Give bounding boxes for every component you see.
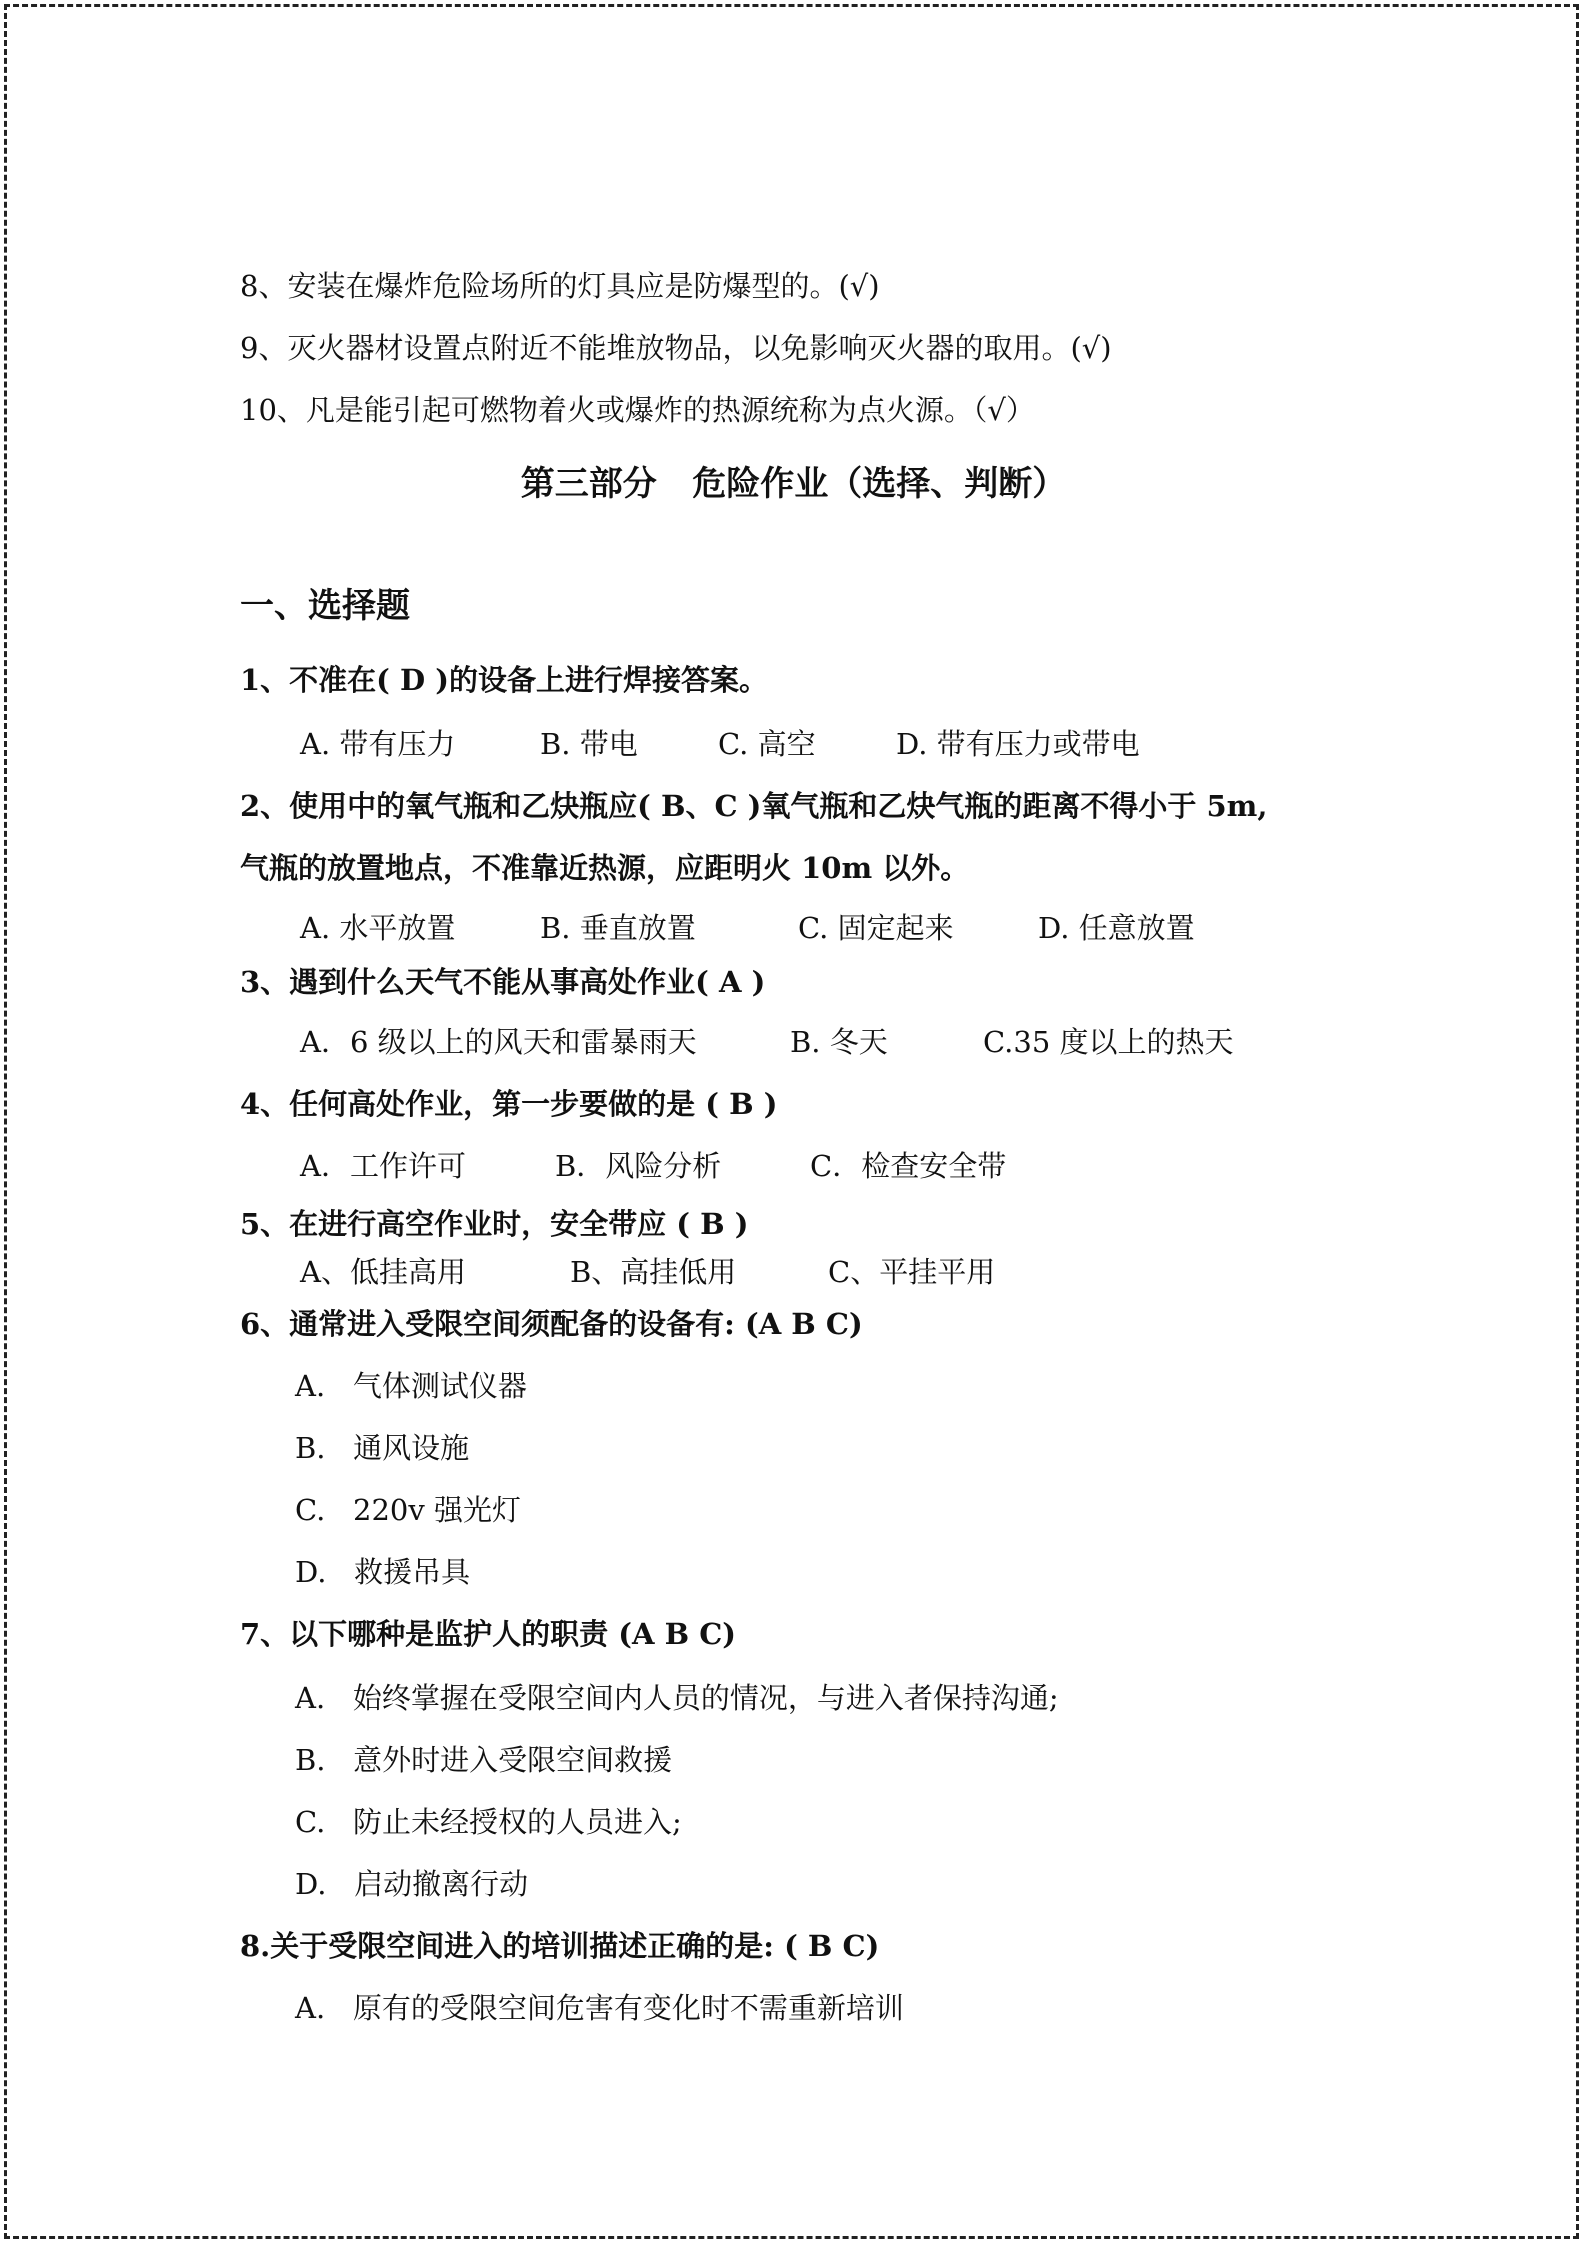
option-row — [300, 1252, 995, 1292]
option: B、高挂低用 — [570, 1255, 737, 1289]
question-text: 1、不准在( D )的设备上进行焊接答案。 — [240, 663, 768, 697]
option-row — [300, 1022, 1234, 1062]
option: B. 意外时进入受限空间救援 — [295, 1743, 673, 1777]
option: A．工作许可 — [300, 1149, 466, 1183]
option: A、低挂高用 — [300, 1255, 466, 1289]
judgment-item: 10、凡是能引起可燃物着火或爆炸的热源统称为点火源。（√） — [240, 393, 1035, 427]
option: C、平挂平用 — [828, 1255, 996, 1289]
option: C．检查安全带 — [810, 1149, 1007, 1183]
option: C. 高空 — [718, 727, 816, 761]
question-text: 8.关于受限空间进入的培训描述正确的是: ( B C) — [240, 1929, 880, 1963]
question-text: 2、使用中的氧气瓶和乙炔瓶应( B、C )氧气瓶和乙炔气瓶的距离不得小于 5m, — [240, 789, 1268, 823]
option: C. 220v 强光灯 — [295, 1493, 521, 1527]
option: A. 带有压力 — [300, 727, 456, 761]
option: B. 通风设施 — [295, 1431, 470, 1465]
option: A. 原有的受限空间危害有变化时不需重新培训 — [295, 1991, 904, 2025]
option: C.35 度以上的热天 — [983, 1025, 1234, 1059]
question-text: 6、通常进入受限空间须配备的设备有: (A B C) — [240, 1307, 863, 1341]
option: D. 启动撤离行动 — [295, 1867, 529, 1901]
option: A. 水平放置 — [300, 911, 456, 945]
option: D. 任意放置 — [1038, 911, 1195, 945]
section-title: 一、选择题 — [240, 586, 410, 626]
option-row — [300, 908, 1195, 948]
option-row — [300, 724, 1140, 764]
option: B. 垂直放置 — [540, 911, 696, 945]
option-row — [300, 1146, 1006, 1186]
option: D. 救援吊具 — [295, 1555, 471, 1589]
judgment-item: 8、安装在爆炸危险场所的灯具应是防爆型的。(√) — [240, 269, 880, 303]
question-text: 3、遇到什么天气不能从事高处作业( A ) — [240, 965, 766, 999]
judgment-item: 9、灭火器材设置点附近不能堆放物品，以免影响灭火器的取用。(√) — [240, 331, 1112, 365]
part-title: 第三部分 危险作业（选择、判断） — [520, 464, 1067, 504]
option: D. 带有压力或带电 — [896, 727, 1140, 761]
option: B. 带电 — [540, 727, 638, 761]
option: A. 始终掌握在受限空间内人员的情况，与进入者保持沟通; — [295, 1681, 1059, 1715]
question-text: 4、任何高处作业，第一步要做的是 ( B ) — [240, 1087, 778, 1121]
option: C. 防止未经授权的人员进入; — [295, 1805, 682, 1839]
option: C. 固定起来 — [798, 911, 954, 945]
question-text: 7、以下哪种是监护人的职责 (A B C) — [240, 1617, 737, 1651]
question-text: 5、在进行高空作业时，安全带应 ( B ) — [240, 1207, 749, 1241]
option: A. 气体测试仪器 — [295, 1369, 527, 1403]
option: A．6 级以上的风天和雷暴雨天 — [300, 1025, 697, 1059]
option: B．风险分析 — [555, 1149, 722, 1183]
question-text-continued: 气瓶的放置地点，不准靠近热源，应距明火 10m 以外。 — [240, 851, 970, 885]
option: B. 冬天 — [790, 1025, 888, 1059]
